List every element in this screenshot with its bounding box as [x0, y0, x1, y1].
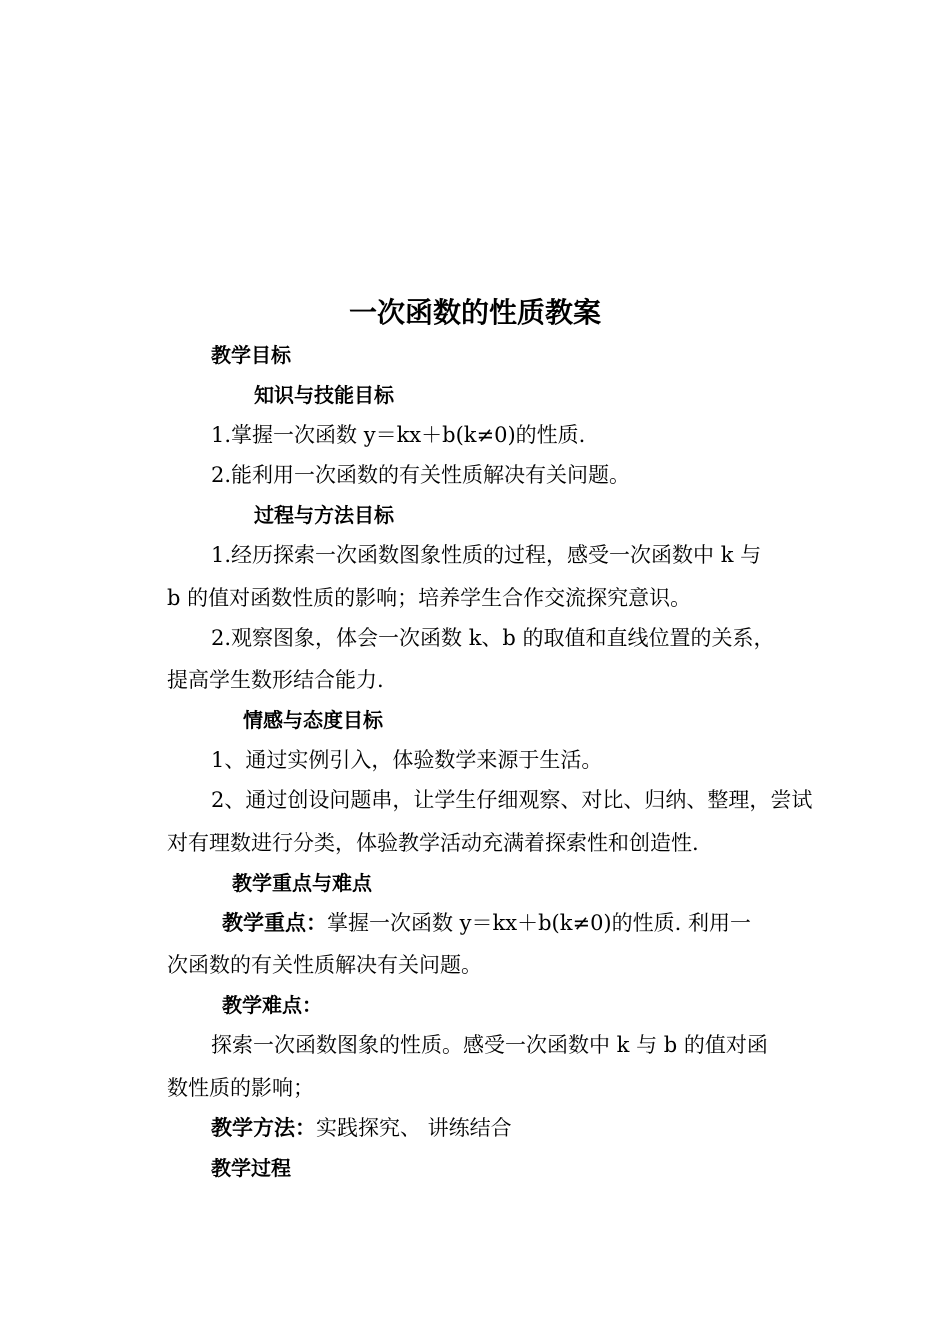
document-title: 一次函数的性质教案: [348, 296, 601, 329]
difficulty-line-2: 数性质的影响；: [167, 1076, 314, 1100]
difficulty-line-1: 探索一次函数图象的性质。感受一次函数中 k 与 b 的值对函: [211, 1033, 768, 1057]
knowledge-heading: 知识与技能目标: [254, 383, 394, 407]
key-point-text: 掌握一次函数 y＝kx＋b(k≠0)的性质. 利用一: [327, 911, 751, 935]
method-label: 教学方法：: [211, 1116, 316, 1140]
process-item-2-line-2: 提高学生数形结合能力.: [167, 668, 384, 692]
method-line: [211, 1114, 512, 1142]
emotion-item-2-line-2: 对有理数进行分类，体验教学活动充满着探索性和创造性.: [167, 831, 699, 855]
key-point-line-2: 次函数的有关性质解决有关问题。: [167, 953, 482, 977]
knowledge-item-2: 2.能利用一次函数的有关性质解决有关问题。: [211, 463, 631, 487]
key-point-line-1: [222, 909, 751, 937]
teaching-process-heading: 教学过程: [211, 1156, 291, 1180]
difficulty-label: 教学难点：: [222, 993, 322, 1017]
key-point-label: 教学重点：: [222, 911, 327, 935]
goals-heading: 教学目标: [211, 343, 291, 367]
process-item-1-line-1: 1.经历探索一次函数图象性质的过程，感受一次函数中 k 与: [211, 543, 762, 567]
process-heading: 过程与方法目标: [254, 503, 394, 527]
emotion-heading: 情感与态度目标: [243, 708, 383, 732]
process-item-2-line-1: 2.观察图象，体会一次函数 k、b 的取值和直线位置的关系，: [211, 626, 775, 650]
method-text: 实践探究、 讲练结合: [316, 1116, 512, 1140]
key-difficulty-heading: 教学重点与难点: [232, 871, 372, 895]
process-item-1-line-2: b 的值对函数性质的影响；培养学生合作交流探究意识。: [167, 586, 692, 610]
knowledge-item-1: 1.掌握一次函数 y＝kx＋b(k≠0)的性质.: [211, 423, 586, 447]
emotion-item-1: 1、通过实例引入，体验数学来源于生活。: [211, 748, 603, 772]
emotion-item-2-line-1: 2、通过创设问题串，让学生仔细观察、对比、归纳、整理，尝试: [211, 788, 813, 812]
